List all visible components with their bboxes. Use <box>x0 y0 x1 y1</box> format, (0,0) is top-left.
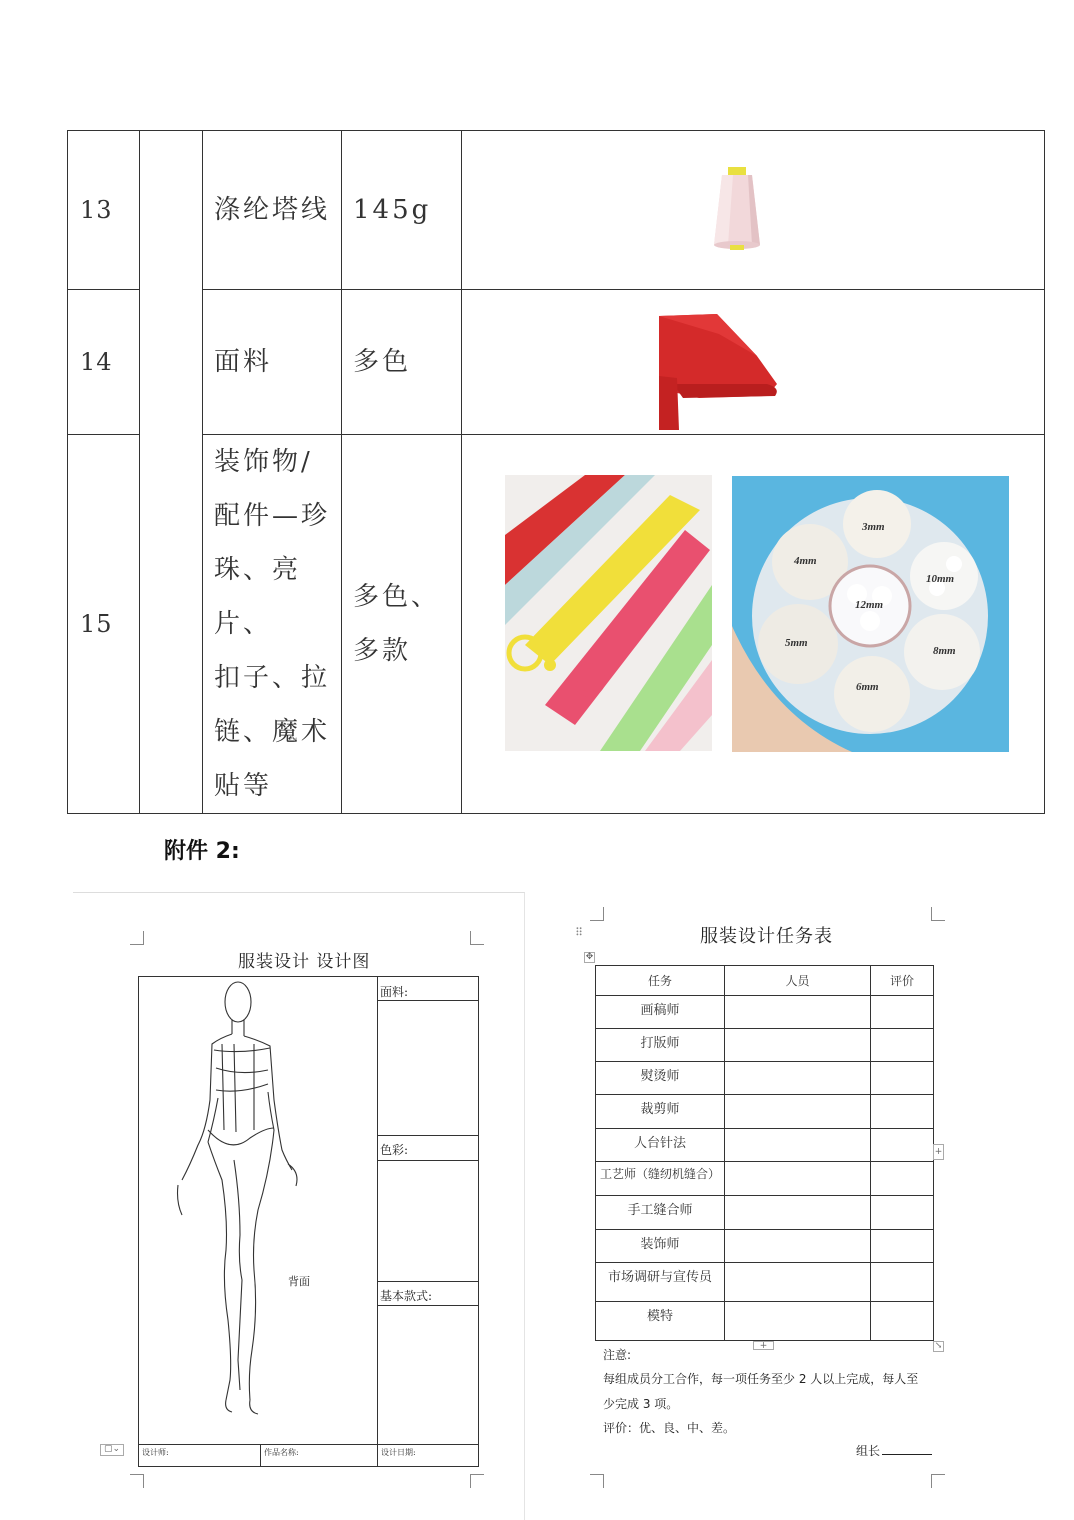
table-row <box>596 1129 934 1162</box>
material-spec <box>342 435 462 814</box>
table-row <box>68 435 1045 814</box>
pearl-size-label: 4mm <box>794 555 817 567</box>
work-name-label: 作品名称: <box>264 1448 299 1457</box>
rating-cell[interactable] <box>871 1302 934 1341</box>
divider <box>138 1444 479 1445</box>
style-label: 基本款式: <box>380 1289 433 1303</box>
table-row <box>596 1095 934 1129</box>
pearl-size-label: 5mm <box>785 637 808 649</box>
name-line: 配件—珍 <box>214 501 331 531</box>
material-image-cell <box>462 290 1045 435</box>
pearl-size-label: 6mm <box>856 681 879 693</box>
rating-cell[interactable] <box>871 996 934 1029</box>
table-row <box>596 1062 934 1095</box>
divider <box>377 1135 479 1136</box>
materials-table <box>67 130 1045 814</box>
design-sheet-title: 服装设计 设计图 <box>238 952 371 972</box>
divider <box>377 1281 479 1282</box>
layout-options-icon[interactable]: ▢⌄ <box>100 1444 124 1456</box>
designer-label: 设计师: <box>142 1448 169 1457</box>
member-cell[interactable] <box>725 1230 871 1263</box>
task-table <box>595 965 934 1341</box>
member-cell[interactable] <box>725 1062 871 1095</box>
rating-cell[interactable] <box>871 1196 934 1230</box>
attachment-title: 附件 2: <box>164 839 240 864</box>
table-row <box>596 1263 934 1302</box>
column-header: 评价 <box>871 966 934 996</box>
crop-mark <box>130 931 144 945</box>
divider <box>377 1160 479 1161</box>
task-name: 市场调研与宣传员 <box>596 1263 725 1302</box>
task-name: 熨烫师 <box>596 1062 725 1095</box>
table-row <box>596 1029 934 1062</box>
table-move-icon[interactable]: ✥ <box>585 952 594 962</box>
name-line: 贴等 <box>214 771 273 801</box>
note-line: 评价：优、良、中、差。 <box>603 1421 736 1435</box>
fabric-label: 面料: <box>380 985 409 999</box>
red-fabric-image <box>659 314 784 432</box>
member-cell[interactable] <box>725 1129 871 1162</box>
spec-line: 多色、 <box>353 582 441 612</box>
thread-cone-image <box>678 161 798 261</box>
name-line: 珠、亮片、 <box>214 555 302 639</box>
note-line: 少完成 3 项。 <box>603 1397 679 1411</box>
table-row <box>596 996 934 1029</box>
table-row <box>596 1302 934 1341</box>
divider <box>377 1305 479 1306</box>
task-name: 模特 <box>596 1302 725 1341</box>
member-cell[interactable] <box>725 1029 871 1062</box>
row-number: 13 <box>68 131 140 290</box>
pearl-size-label: 8mm <box>933 645 956 657</box>
table-row <box>68 290 1045 435</box>
crop-mark <box>931 1474 945 1488</box>
design-date-label: 设计日期: <box>381 1448 416 1457</box>
crop-mark <box>470 931 484 945</box>
pearls-image <box>732 476 1009 752</box>
rating-cell[interactable] <box>871 1029 934 1062</box>
leader-label: 组长 <box>856 1444 881 1458</box>
divider <box>377 1444 378 1466</box>
task-name: 装饰师 <box>596 1230 725 1263</box>
task-name: 工艺师（缝纫机缝合） <box>596 1162 725 1196</box>
rating-cell[interactable] <box>871 1230 934 1263</box>
add-row-icon[interactable]: + <box>753 1341 774 1350</box>
member-cell[interactable] <box>725 996 871 1029</box>
divider <box>260 1444 261 1466</box>
table-row <box>596 1230 934 1263</box>
task-name: 裁剪师 <box>596 1095 725 1129</box>
note-title: 注意: <box>603 1348 632 1362</box>
rating-cell[interactable] <box>871 1062 934 1095</box>
group-leader-field[interactable] <box>856 1442 932 1459</box>
crop-mark <box>590 1474 604 1488</box>
name-line: 链、魔术 <box>214 717 331 747</box>
table-header-row <box>596 966 934 996</box>
member-cell[interactable] <box>725 1095 871 1129</box>
member-cell[interactable] <box>725 1162 871 1196</box>
member-cell[interactable] <box>725 1302 871 1341</box>
divider <box>377 1000 479 1001</box>
table-row <box>596 1196 934 1230</box>
crop-mark <box>590 907 604 921</box>
name-line: 扣子、拉 <box>214 663 331 693</box>
task-name: 打版师 <box>596 1029 725 1062</box>
note-line: 每组成员分工合作，每一项任务至少 2 人以上完成，每人至 <box>603 1372 919 1386</box>
task-sheet-title: 服装设计任务表 <box>700 926 833 947</box>
back-view-label: 背面 <box>288 1275 310 1288</box>
column-header: 人员 <box>725 966 871 996</box>
crop-mark <box>931 907 945 921</box>
rating-cell[interactable] <box>871 1162 934 1196</box>
task-name: 画稿师 <box>596 996 725 1029</box>
signature-line <box>882 1445 932 1455</box>
rating-cell[interactable] <box>871 1263 934 1302</box>
material-spec: 多色 <box>342 290 462 435</box>
resize-table-icon[interactable]: ↘ <box>934 1341 943 1351</box>
pearl-size-label: 12mm <box>855 599 884 611</box>
column-header: 任务 <box>596 966 725 996</box>
drag-handle-icon[interactable]: ⠿ <box>575 926 584 939</box>
material-name <box>203 435 342 814</box>
material-image-cell <box>462 435 1045 814</box>
rating-cell[interactable] <box>871 1129 934 1162</box>
material-spec: 145g <box>342 131 462 290</box>
table-row <box>596 1162 934 1196</box>
fashion-croquis-figure <box>170 980 310 1420</box>
material-image-cell <box>462 131 1045 290</box>
zippers-image <box>505 475 712 751</box>
pearl-size-label: 3mm <box>862 521 885 533</box>
material-name: 面料 <box>203 290 342 435</box>
color-label: 色彩: <box>380 1143 409 1157</box>
spec-line: 多款 <box>353 636 412 666</box>
row-number: 14 <box>68 290 140 435</box>
task-name: 手工缝合师 <box>596 1196 725 1230</box>
add-column-icon[interactable]: + <box>933 1144 944 1160</box>
rating-cell[interactable] <box>871 1095 934 1129</box>
table-row <box>68 131 1045 290</box>
material-name: 涤纶塔线 <box>203 131 342 290</box>
member-cell[interactable] <box>725 1196 871 1230</box>
crop-mark <box>130 1474 144 1488</box>
member-cell[interactable] <box>725 1263 871 1302</box>
divider <box>377 976 378 1444</box>
task-name: 人台针法 <box>596 1129 725 1162</box>
row-number: 15 <box>68 435 140 814</box>
crop-mark <box>470 1474 484 1488</box>
name-line: 装饰物/ <box>214 447 313 477</box>
pearl-size-label: 10mm <box>926 573 955 585</box>
category-cell <box>140 131 203 814</box>
